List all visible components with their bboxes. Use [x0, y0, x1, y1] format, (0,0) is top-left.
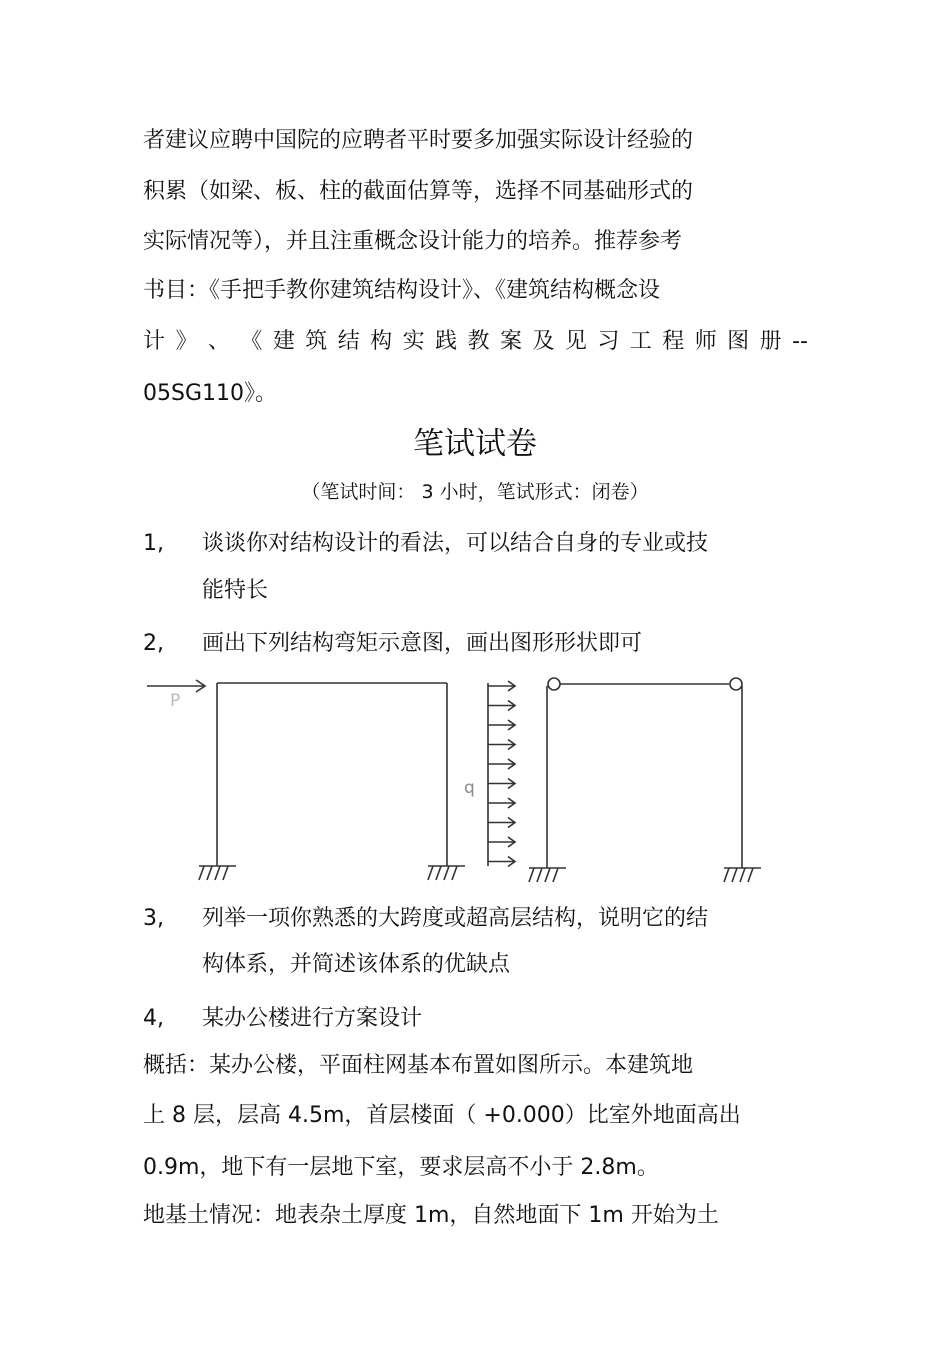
- body-line-4: 地基土情况：地表杂土厚度 1m，自然地面下 1m 开始为土: [143, 1203, 719, 1228]
- distributed-load-arrows: [488, 681, 515, 867]
- body-line-1: 概括：某办公楼，平面柱网基本布置如图所示。本建筑地: [143, 1053, 694, 1078]
- intro-line-6: 05SG110》。: [143, 381, 277, 406]
- intro-line-3: 实际情况等），并且注重概念设计能力的培养。推荐参考: [143, 229, 683, 254]
- body-line-3: 0.9m，地下有一层地下室，要求层高不小于 2.8m。: [143, 1155, 659, 1180]
- question-3-line-2: 构体系，并简述该体系的优缺点: [202, 952, 511, 977]
- intro-line-4: 书目：《手把手教你建筑结构设计》、《建筑结构概念设: [143, 278, 661, 303]
- question-1-line-1: 谈谈你对结构设计的看法，可以结合自身的专业或技: [202, 531, 709, 556]
- question-1-line-2: 能特长: [202, 578, 269, 603]
- question-3-number: 3,: [143, 906, 164, 931]
- question-2-line-1: 画出下列结构弯矩示意图，画出图形形状即可: [202, 631, 643, 656]
- intro-line-2: 积累（如梁、板、柱的截面估算等，选择不同基础形式的: [143, 179, 694, 204]
- exam-subtitle: （笔试时间： 3 小时，笔试形式：闭卷）: [301, 481, 649, 503]
- question-2-number: 2,: [143, 631, 164, 656]
- distributed-load-label: q: [464, 778, 475, 798]
- question-4-line-1: 某办公楼进行方案设计: [202, 1006, 423, 1031]
- question-1-number: 1,: [143, 531, 164, 556]
- exam-title: 笔试试卷: [413, 426, 537, 462]
- question-3-line-1: 列举一项你熟悉的大跨度或超高层结构，说明它的结: [202, 906, 709, 931]
- intro-line-1: 者建议应聘中国院的应聘者平时要多加强实际设计经验的: [143, 128, 694, 153]
- pinned-frame-distributed-load: [488, 678, 761, 882]
- point-load-label: P: [170, 691, 181, 711]
- portal-frame-point-load: [147, 680, 465, 880]
- body-line-2: 上 8 层，层高 4.5m，首层楼面（ +0.000）比室外地面高出: [143, 1103, 741, 1128]
- intro-line-5: 计 》 、 《 建 筑 结 构 实 践 教 案 及 见 习 工 程 师 图 册 --: [143, 329, 808, 354]
- question-4-number: 4,: [143, 1006, 164, 1031]
